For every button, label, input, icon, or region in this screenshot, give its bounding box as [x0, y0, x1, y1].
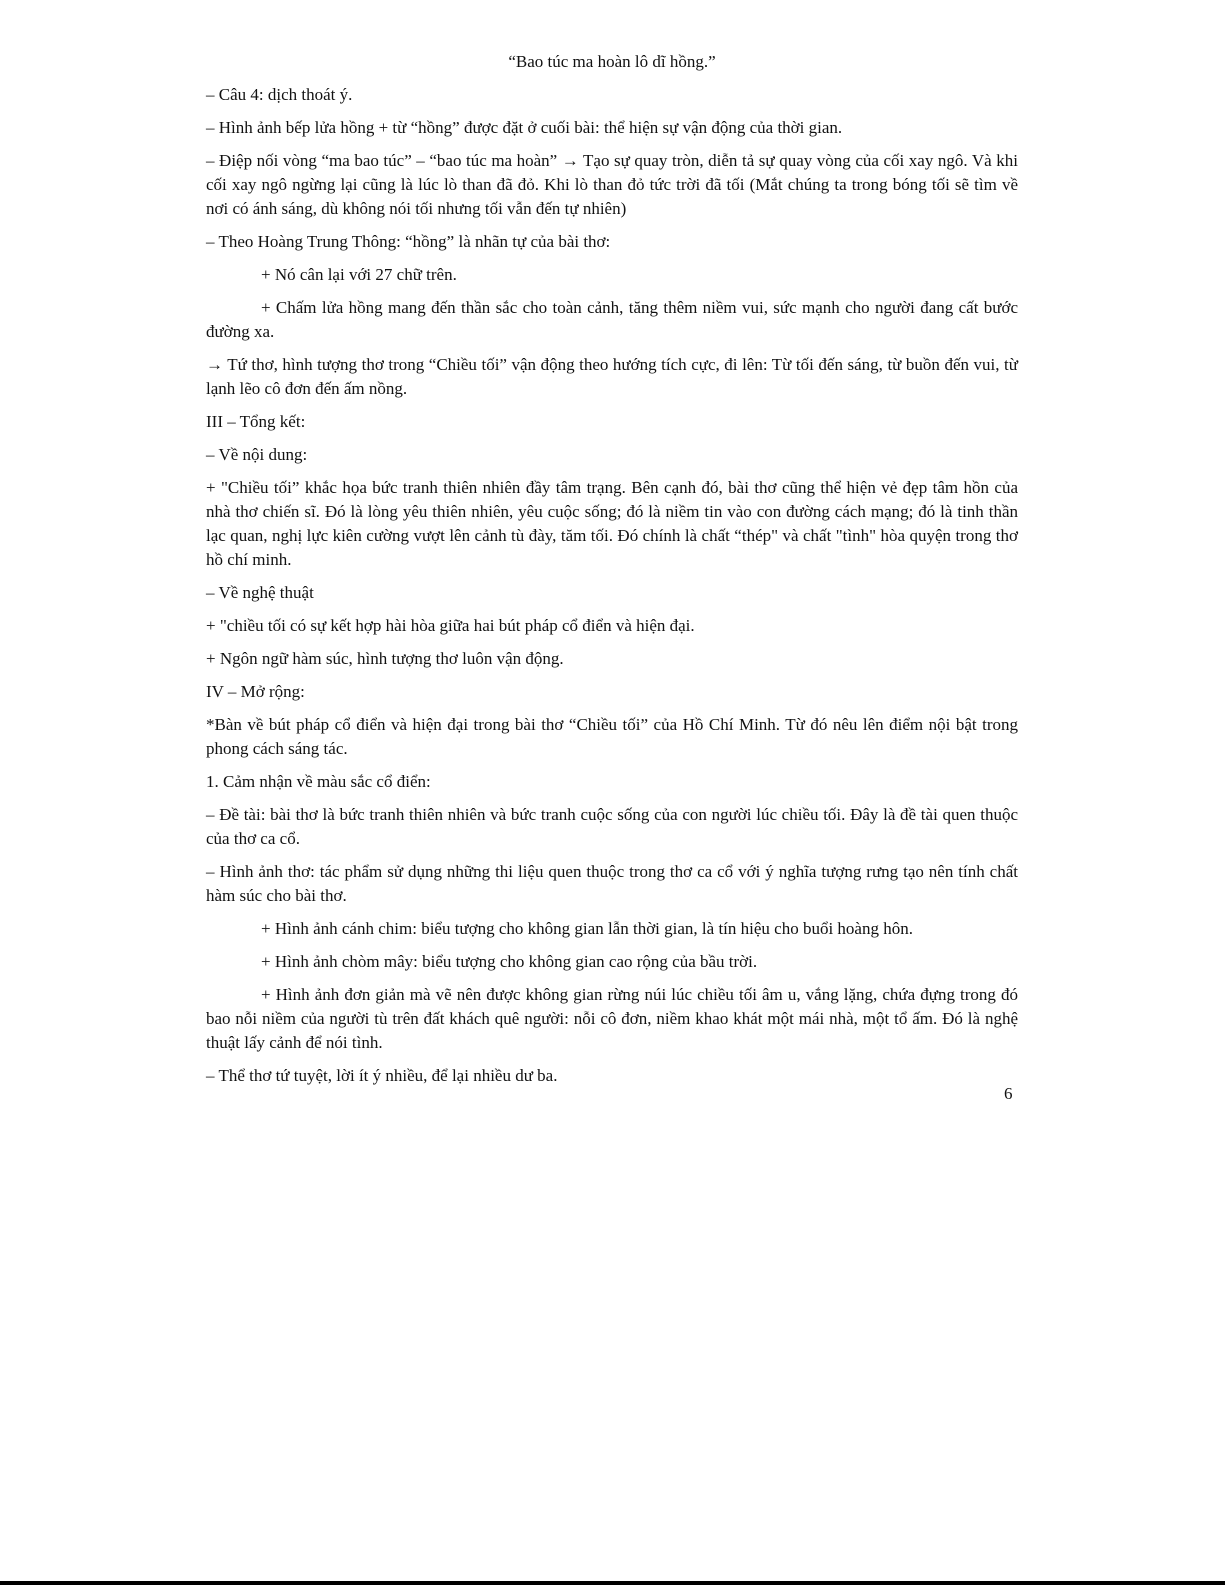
paragraph-chom-may: + Hình ảnh chòm mây: biểu tượng cho không gian cao rộng của bầu trời. [261, 952, 758, 971]
paragraph-hoang-trung-thong: – Theo Hoàng Trung Thông: “hồng” là nhãn tự của bài thơ: [206, 232, 611, 251]
paragraph-ban-ve: *Bàn về bút pháp cổ điển và hiện đại trong bài thơ “Chiều tối” của Hồ Chí Minh. Từ đó nêu lên điểm nội bật trong phong cách sáng tác. [206, 715, 1018, 758]
heading-ve-noi-dung: – Về nội dung: [206, 445, 308, 464]
poem-quote-line: “Bao túc ma hoàn lô dĩ hồng.” [508, 52, 716, 71]
paragraph-the-tho: – Thể thơ tứ tuyệt, lời ít ý nhiều, để lại nhiều dư ba. [206, 1066, 558, 1085]
paragraph-noi-dung: + "Chiều tối” khắc họa bức tranh thiên nhiên đầy tâm trạng. Bên cạnh đó, bài thơ cũng thể hiện vẻ đẹp tâm hồn của nhà thơ chiến sĩ. Đó là lòng yêu thiên nhiên, yêu cuộc sống; đó là niềm tin vào con đường cách mạng; đó là tinh thần lạc quan, nghị lực kiên cường vượt lên cảnh tù đày, tăm tối. Đó chính là chất “thép" và chất "tình" hòa quyện trong thơ hồ chí minh. [206, 478, 1018, 569]
paragraph-diep-noi-vong: – Điệp nối vòng “ma bao túc” – “bao túc ma hoàn” → Tạo sự quay tròn, diễn tả sự quay vòng của cối xay ngô. Và khi cối xay ngô ngừng lại cũng là lúc lò than đã đỏ. Khi lò than đỏ tức trời đã tối (Mắt chúng ta trong bóng tối sẽ tìm về nơi có ánh sáng, dù không nói tối nhưng tối vẫn đến tự nhiên) [206, 151, 1018, 218]
paragraph-hinh-anh-tho: – Hình ảnh thơ: tác phẩm sử dụng những thi liệu quen thuộc trong thơ ca cổ với ý nghĩa tượng rưng tạo nên tính chất hàm súc cho bài thơ. [206, 862, 1018, 905]
page-content [206, 50, 1018, 1097]
paragraph-canh-chim: + Hình ảnh cánh chim: biểu tượng cho không gian lẫn thời gian, là tín hiệu cho buổi hoàng hôn. [261, 919, 913, 938]
heading-mo-rong: IV – Mở rộng: [206, 682, 305, 701]
paragraph-hinh-anh-don-gian: + Hình ảnh đơn giản mà vẽ nên được không gian rừng núi lúc chiều tối âm u, vắng lặng, chứa đựng trong đó bao nỗi niềm của người tù trên đất khách quê người: nỗi cô đơn, niềm khao khát một mái nhà, một tổ ấm. Đó là nghệ thuật lấy cảnh để nói tình. [206, 985, 1018, 1052]
paragraph-bep-lua-hong: – Hình ảnh bếp lửa hồng + từ “hồng” được đặt ở cuối bài: thể hiện sự vận động của thời gian. [206, 118, 843, 137]
paragraph-cau-4: – Câu 4: dịch thoát ý. [206, 85, 353, 104]
paragraph-but-phap: + "chiều tối có sự kết hợp hài hòa giữa hai bút pháp cổ điển và hiện đại. [206, 616, 695, 635]
heading-mau-sac-co-dien: 1. Cảm nhận về màu sắc cổ điển: [206, 772, 431, 791]
paragraph-can-lai: + Nó cân lại với 27 chữ trên. [261, 265, 457, 284]
paragraph-tu-tho: → Tứ thơ, hình tượng thơ trong “Chiều tối” vận động theo hướng tích cực, đi lên: Từ tối đến sáng, từ buồn đến vui, từ lạnh lẽo cô đơn đến ấm nồng. [206, 355, 1018, 398]
heading-tong-ket: III – Tổng kết: [206, 412, 306, 431]
heading-ve-nghe-thuat: – Về nghệ thuật [206, 583, 314, 602]
paragraph-de-tai: – Đề tài: bài thơ là bức tranh thiên nhiên và bức tranh cuộc sống của con người lúc chiều tối. Đây là đề tài quen thuộc của thơ ca cổ. [206, 805, 1018, 848]
paragraph-ngon-ngu: + Ngôn ngữ hàm súc, hình tượng thơ luôn vận động. [206, 649, 564, 668]
paragraph-cham-lua-hong: + Chấm lửa hồng mang đến thần sắc cho toàn cảnh, tăng thêm niềm vui, sức mạnh cho người đang cất bước đường xa. [206, 298, 1018, 341]
page-number: 6 [1004, 1084, 1013, 1103]
page-bottom-divider [0, 1581, 1225, 1585]
